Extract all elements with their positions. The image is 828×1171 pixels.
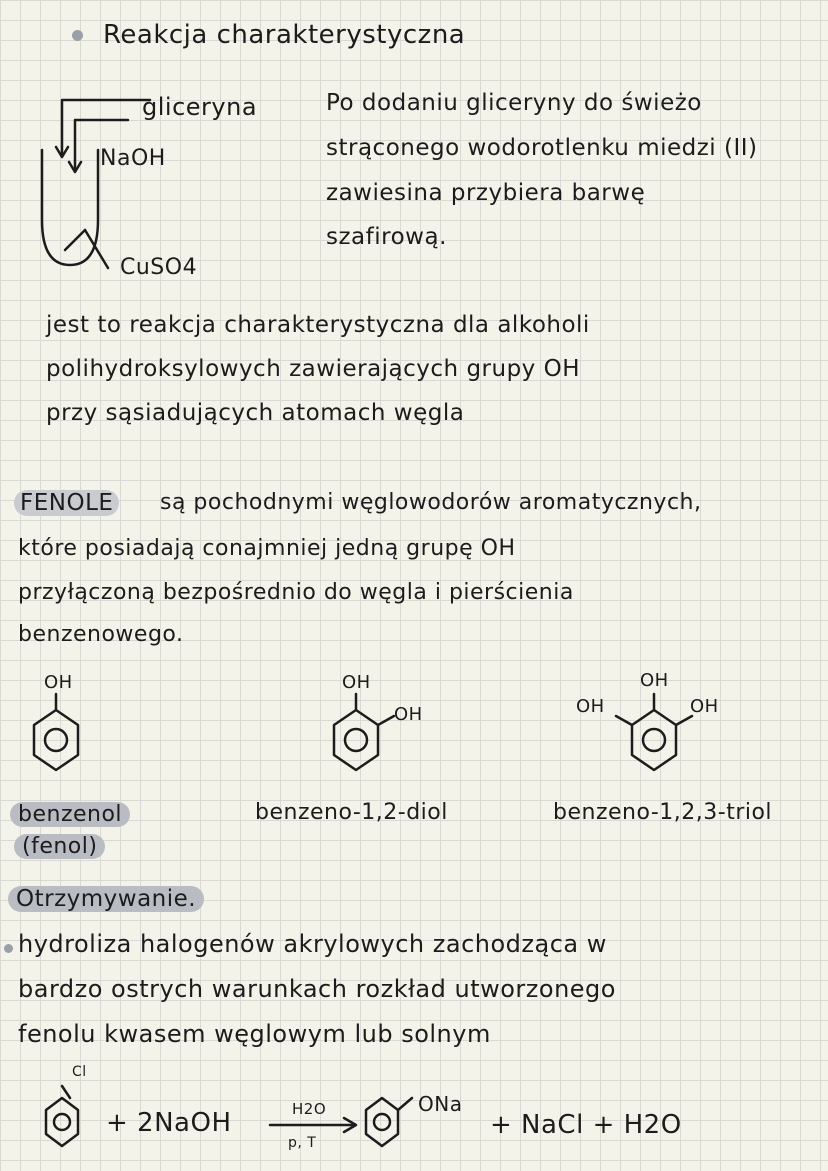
naoh-label: NaOH	[100, 146, 166, 171]
bullet-icon	[4, 944, 13, 953]
fenole-term: FENOLE	[14, 490, 119, 516]
phenol-structure	[18, 680, 98, 800]
structure-name: benzeno-1,2-diol	[255, 800, 448, 825]
cuso4-label: CuSO4	[120, 255, 198, 280]
bullet-icon	[72, 30, 83, 41]
bullet-line: fenolu kwasem węglowym lub solnym	[18, 1020, 491, 1048]
product-group-label: ONa	[418, 1092, 463, 1116]
oh-group-label: OH	[576, 696, 605, 717]
catechol-structure	[330, 680, 430, 800]
reaction-arrow-icon	[270, 1115, 360, 1135]
oh-group-label: OH	[394, 704, 423, 725]
definition-line: benzenowego.	[18, 622, 184, 647]
description-line: szafirową.	[326, 224, 447, 250]
equation-reagent: + 2NaOH	[106, 1108, 232, 1138]
bullet-line: bardzo ostrych warunkach rozkład utworzonego	[18, 975, 616, 1003]
condition-bottom: p, T	[288, 1135, 317, 1151]
structure-alt-name: (fenol)	[14, 834, 105, 859]
equation-products: + NaCl + H2O	[490, 1110, 682, 1140]
glycerin-label: gliceryna	[142, 93, 258, 121]
note-line: przy sąsiadujących atomach węgla	[46, 400, 465, 426]
section-heading: Reakcja charakterystyczna	[103, 20, 466, 50]
definition-line: są pochodnymi węglowodorów aromatycznych,	[160, 490, 702, 515]
chloro-label: Cl	[72, 1064, 87, 1080]
section-heading: Otrzymywanie.	[8, 886, 204, 912]
description-line: zawiesina przybiera barwę	[326, 180, 646, 206]
structure-name: benzeno-1,2,3-triol	[553, 800, 773, 825]
oh-group-label: OH	[44, 672, 73, 693]
definition-line: które posiadają conajmniej jedną grupę OH	[18, 536, 516, 561]
description-line: Po dodaniu gliceryny do świeżo	[326, 90, 702, 116]
description-line: strąconego wodorotlenku miedzi (II)	[326, 135, 758, 161]
chlorobenzene-structure	[40, 1080, 100, 1160]
oh-group-label: OH	[342, 672, 371, 693]
note-line: polihydroksylowych zawierających grupy OH	[46, 356, 580, 382]
oh-group-label: OH	[640, 670, 669, 691]
oh-group-label: OH	[690, 696, 719, 717]
condition-top: H2O	[292, 1100, 327, 1118]
bullet-line: hydroliza halogenów akrylowych zachodząca w	[18, 930, 607, 958]
definition-line: przyłączoną bezpośrednio do węgla i pierścienia	[18, 580, 574, 605]
structure-name: benzenol	[10, 802, 130, 827]
note-line: jest to reakcja charakterystyczna dla alkoholi	[46, 312, 590, 338]
